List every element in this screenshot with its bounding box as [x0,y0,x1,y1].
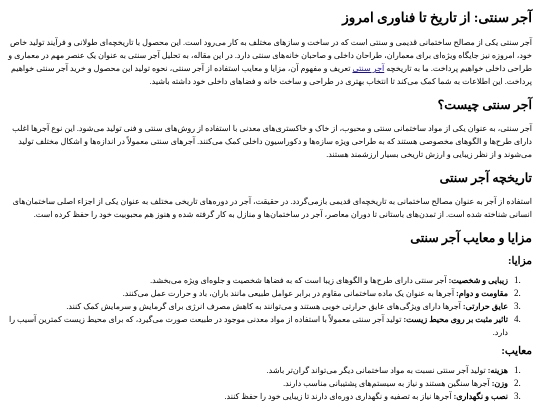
list-item-term: هزینه: [487,366,508,375]
list-item-text: آجرها دارای ویژگی‌های عایق حرارتی خوبی هستند و می‌توانند به کاهش مصرف انرژی برای گرمایش و سرمایش کمک کنند. [66,302,461,311]
list-item [6,313,510,339]
list-item [6,390,510,403]
page-title: آجر سنتی: از تاریخ تا فناوری امروز [342,10,532,25]
list-item-term: زیبایی و شخصیت: [448,276,508,285]
list-item-text: تولید آجر سنتی معمولاً با استفاده از مواد معدنی موجود در طبیعت صورت می‌گیرد، که برای محیط زیست کمترین آسیب را دارد. [8,315,508,337]
intro-paragraph [6,36,532,88]
intro-text-start: آجر سنتی یکی از مصالح ساختمانی قدیمی و سنتی است که در ساخت و سازهای مختلف به کار می‌رود است. این محصول با تاریخچه‌ای طولانی و فرآیند تولید خاص خود، امروزه نیز جایگاه ویژه‌ای برای معماران، طراحان داخلی و صاحبان خانه‌های سنتی دارد. در این مقاله، به تحلیل آجر سنتی به عنوان یک عنصر مهم در معماری و طراحی داخلی خواهیم پرداخت. ما به تاریخچه [8,38,532,73]
list-item [6,274,510,287]
intro-text-end: تعریف و مفهوم آن، مزایا و معایب استفاده از آجر سنتی، نحوه تولید این محصول و خرید آجر سنتی خواهیم پرداخت. این اطلاعات به شما کمک می‌کند تا انتخاب بهتری در طراحی و ساخت خانه و فضاهای داخلی خود داشته باشید. [10,64,532,86]
list-item [6,377,510,390]
list-item-text: آجرها سنگین هستند و نیاز به سیستم‌های پشتیبانی مناسب دارند. [283,379,490,388]
list-item [6,364,510,377]
disadvantages-heading: معایب: [501,346,532,357]
section-heading-history: تاریخچه آجر سنتی [439,171,532,185]
list-item-text: آجرها نیاز به تصفیه و نگهداری دوره‌ای دارند تا زیبایی خود را حفظ کنند. [224,392,452,401]
list-item-text: آجر سنتی دارای طرح‌ها و الگوهای زیبا است که به فضاها شخصیت و جلوه‌ای ویژه می‌بخشد. [150,276,447,285]
section-heading-pros-cons: مزایا و معایب آجر سنتی [410,231,532,245]
disadvantages-list [6,364,510,403]
list-item-text: تولید آجر سنتی نسبت به مواد ساختمانی دیگر می‌تواند گران‌تر باشد. [266,366,486,375]
advantages-list [6,274,510,339]
advantages-heading: مزایا: [508,256,532,267]
section-body-history: استفاده از آجر به عنوان مصالح ساختمانی به تاریخچه‌ای قدیمی بازمی‌گردد. در حقیقت، آجر در دوره‌های تاریخی مختلف به عنوان یکی از اجزاء اصلی ساختمان‌های انسانی شناخته شده است. از تمدن‌های باستانی تا دوران معاصر، آجر در ساختمان‌ها و منازل به کار گرفته شده و هنوز هم محبوبیت خود را حفظ کرده است. [12,197,532,219]
list-item-term: مقاومت و دوام: [456,289,508,298]
section-body-what: آجر سنتی، به عنوان یکی از مواد ساختمانی سنتی و محبوب، از خاک و خاکستری‌های معدنی با استفاده از روش‌های سنتی و فنی تولید می‌شود. این نوع آجرها اغلب دارای طرح‌ها و الگوهای مخصوصی هستند که به طراحی ویژه سازه‌ها و دکوراسیون داخلی کمک می‌کنند. آجرهای سنتی معمولاً در اندازه‌ها و اشکال مختلف تولید می‌شوند و از نظر زیبایی و ارزش تاریخی بسیار ارزشمند هستند. [12,124,532,159]
list-item [6,287,510,300]
list-item-term: عایق حرارتی: [462,302,508,311]
list-item-term: نصب و نگهداری: [453,392,508,401]
list-item [6,300,510,313]
list-item-term: تاثیر مثبت بر روی محیط زیست: [403,315,508,324]
list-item-text: آجرها به عنوان یک ماده ساختمانی مقاوم در برابر عوامل طبیعی مانند باران، باد و حرارت عمل می‌کنند. [122,289,455,298]
section-heading-what: آجر سنتی چیست؟ [437,98,532,112]
traditional-brick-link[interactable]: آجر سنتی [352,64,385,73]
list-item-term: وزن: [491,379,508,388]
